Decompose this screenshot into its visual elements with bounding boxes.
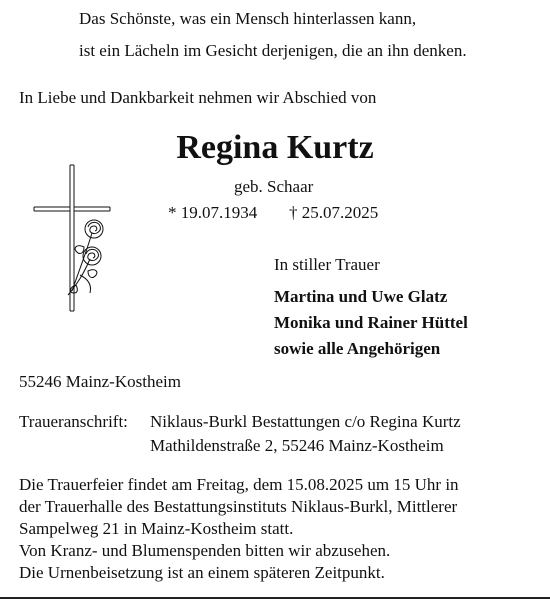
service-line: Die Urnenbeisetzung ist an einem späteren Zeitpunkt. bbox=[19, 563, 385, 582]
mourners-list bbox=[274, 284, 468, 362]
quote-line-2: ist ein Lächeln im Gesicht derjenigen, die an ihn denken. bbox=[79, 41, 467, 60]
mourner-line: sowie alle Angehörigen bbox=[274, 339, 441, 358]
city-line: 55246 Mainz-Kostheim bbox=[19, 372, 181, 391]
maiden-name: geb. Schaar bbox=[234, 177, 314, 196]
address-label: Traueranschrift: bbox=[19, 412, 128, 431]
mourning-label: In stiller Trauer bbox=[274, 255, 380, 274]
address-line-1: Niklaus-Burkl Bestattungen c/o Regina Kurtz bbox=[150, 412, 461, 431]
mourner-line: Monika und Rainer Hüttel bbox=[274, 313, 468, 332]
birth-date: * 19.07.1934 bbox=[168, 203, 258, 222]
service-line: Sampelweg 21 in Mainz-Kostheim statt. bbox=[19, 519, 294, 538]
deceased-name: Regina Kurtz bbox=[176, 129, 374, 166]
death-date: † 25.07.2025 bbox=[289, 203, 379, 222]
cross-with-roses-icon bbox=[32, 163, 114, 313]
service-line: der Trauerhalle des Bestattungsinstituts Niklaus-Burkl, Mittlerer bbox=[19, 497, 458, 516]
intro-text: In Liebe und Dankbarkeit nehmen wir Abschied von bbox=[19, 88, 377, 107]
mourner-line: Martina und Uwe Glatz bbox=[274, 287, 448, 306]
service-line: Von Kranz- und Blumenspenden bitten wir abzusehen. bbox=[19, 541, 391, 560]
address-line-2: Mathildenstraße 2, 55246 Mainz-Kostheim bbox=[150, 436, 444, 455]
quote-line-1: Das Schönste, was ein Mensch hinterlassen kann, bbox=[79, 9, 417, 28]
service-line: Die Trauerfeier findet am Freitag, dem 15.08.2025 um 15 Uhr in bbox=[19, 475, 459, 494]
service-paragraph bbox=[19, 474, 539, 584]
